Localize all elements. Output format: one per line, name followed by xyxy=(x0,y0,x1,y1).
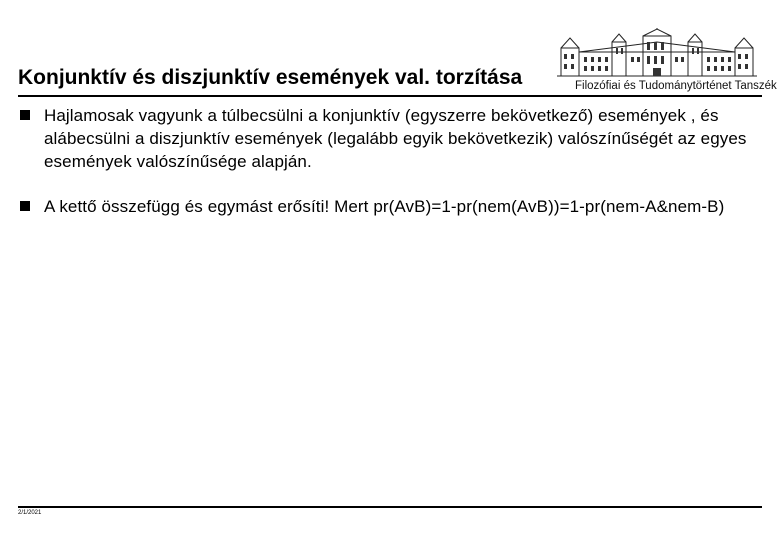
bullet-text: Hajlamosak vagyunk a túlbecsülni a konjunktív (egyszerre bekövetkező) események , és alábecsülni a diszjunktív események (legalább egyik bekövetkezik) valószínűségét az egyes események valószínűsége alapján. xyxy=(44,106,747,171)
square-bullet-icon xyxy=(20,201,30,211)
bullet-list xyxy=(20,104,760,240)
university-building-icon xyxy=(557,28,757,88)
bullet-item xyxy=(20,104,760,173)
bullet-item xyxy=(20,195,760,218)
square-bullet-icon xyxy=(20,110,30,120)
footer-date: 2/1/2021 xyxy=(18,510,42,516)
department-logo xyxy=(557,28,777,98)
slide-title: Konjunktív és diszjunktív események val. torzítása xyxy=(18,66,523,89)
logo-caption: Filozófiai és Tudománytörténet Tanszék xyxy=(575,80,777,92)
bullet-text: A kettő összefügg és egymást erősíti! Mert pr(AvB)=1-pr(nem(AvB))=1-pr(nem-A&nem-B) xyxy=(44,197,725,216)
title-underline xyxy=(18,95,762,97)
footer-rule xyxy=(18,506,762,508)
